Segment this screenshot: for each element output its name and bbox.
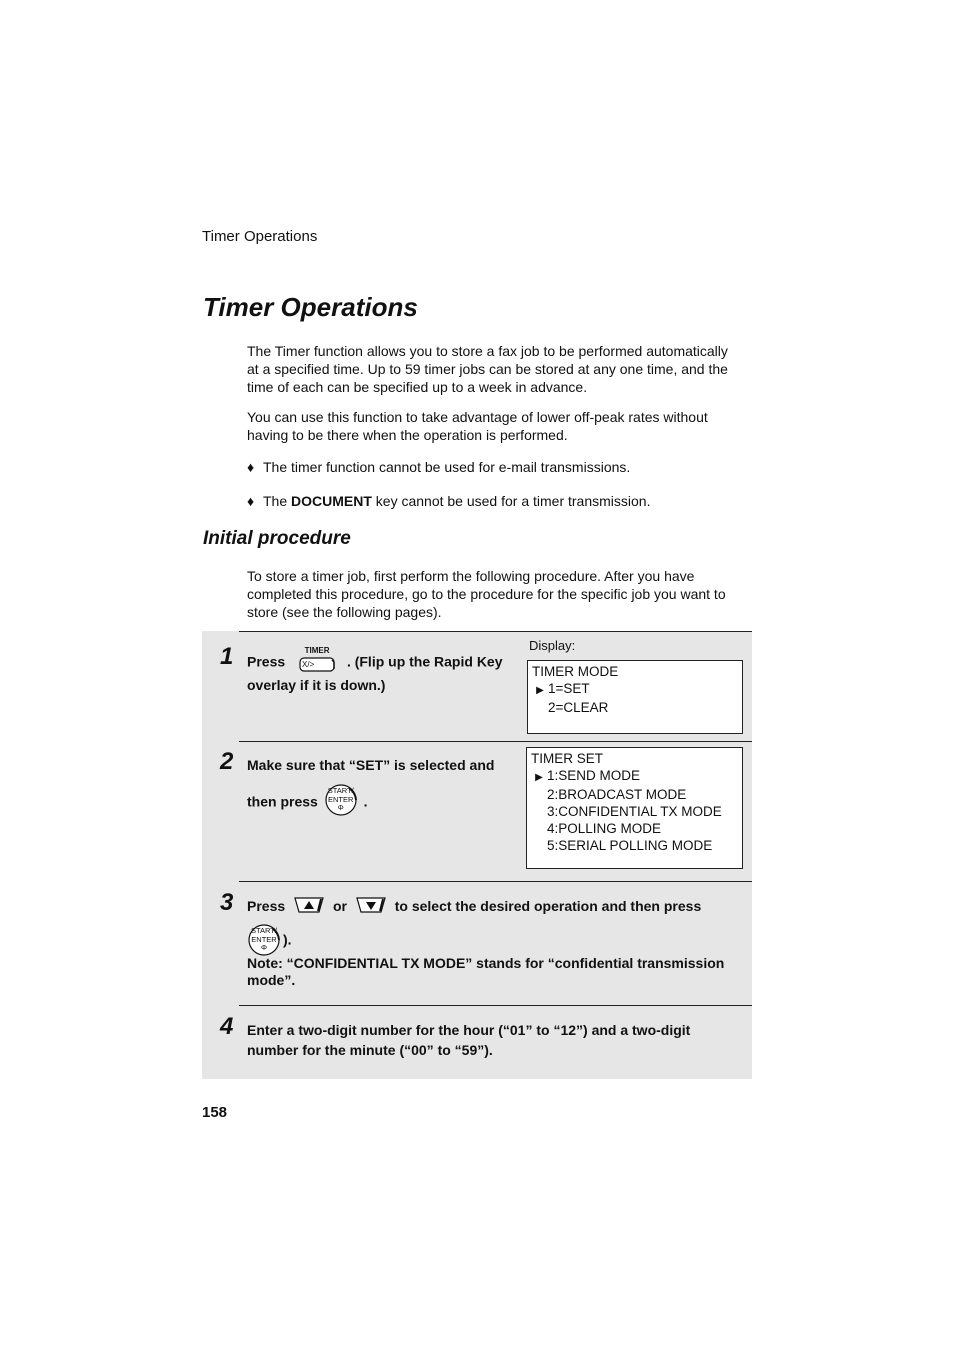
text-line: You can use this function to take advantage of lower off-peak rates without <box>247 409 708 425</box>
start-enter-key-icon <box>247 923 283 955</box>
lcd-line: 5:SERIAL POLLING MODE <box>547 838 713 853</box>
display-label: Display: <box>529 638 576 653</box>
steps-panel <box>202 631 752 1079</box>
up-arrow-key-icon <box>293 895 325 915</box>
step-divider <box>239 881 752 882</box>
step-divider <box>239 741 752 742</box>
timer-key-label: TIMER <box>304 646 330 655</box>
lcd-line-selected: ▶ 1=SET <box>532 680 738 699</box>
lcd-title-line: TIMER SET <box>531 751 604 766</box>
step-text: Press <box>247 898 286 914</box>
step-text: then press <box>247 793 318 810</box>
selection-arrow-icon: ▶ <box>536 685 544 696</box>
step-text: number for the minute (“00” to “59”). <box>247 1042 493 1058</box>
start-enter-key-label: START/ ENTER Φ <box>251 926 277 952</box>
diamond-bullet-icon: ♦ <box>247 459 255 475</box>
step-3-note <box>247 955 747 989</box>
step-2-instruction-line-1: Make sure that “SET” is selected and <box>247 757 495 773</box>
lcd-title-line: TIMER MODE <box>532 664 619 679</box>
step-text: Press <box>247 653 286 670</box>
lcd-display-timer-set <box>526 747 743 869</box>
step-text: . <box>363 793 368 810</box>
bullet-item <box>247 492 650 510</box>
step-2-instruction-line-2 <box>247 787 367 819</box>
step-text: Enter a two-digit number for the hour (“01” to “12”) and a two-digit <box>247 1022 691 1038</box>
diamond-bullet-icon: ♦ <box>247 493 255 509</box>
text-line: completed this procedure, go to the procedure for the specific job you want to <box>247 586 726 602</box>
bullet-text-post: key cannot be used for a timer transmission. <box>371 493 651 509</box>
start-enter-key-icon <box>324 783 360 815</box>
running-header: Timer Operations <box>202 228 318 245</box>
down-arrow-key-icon <box>355 895 387 915</box>
step-number: 1 <box>220 643 234 670</box>
step-text: ). <box>283 931 292 948</box>
step-number: 3 <box>220 889 234 916</box>
intro-paragraph-2 <box>247 408 747 444</box>
step-divider <box>239 631 752 632</box>
lcd-line: 4:POLLING MODE <box>547 821 662 836</box>
step-text: to select the desired operation and then press <box>394 898 702 914</box>
step-number: 2 <box>220 748 234 775</box>
step-4-instruction <box>247 1020 747 1060</box>
lcd-line-selected: ▶ 1:SEND MODE <box>531 767 738 786</box>
bullet-text-pre: The <box>263 493 292 509</box>
text-line: having to be there when the operation is performed. <box>247 427 568 443</box>
note-line: mode”. <box>247 972 296 988</box>
lcd-line: 2:BROADCAST MODE <box>547 787 687 802</box>
text-line: at a specified time. Up to 59 timer jobs can be stored at any one time, and the <box>247 361 728 377</box>
text-line: To store a timer job, first perform the following procedure. After you have <box>247 568 695 584</box>
page-title: Timer Operations <box>203 292 418 322</box>
text-line: time of each can be specified up to a week in advance. <box>247 379 588 395</box>
text-line: The Timer function allows you to store a fax job to be performed automatically <box>247 343 728 359</box>
step-1-instruction <box>247 646 503 695</box>
start-enter-key-label: START/ ENTER Φ <box>327 786 354 812</box>
step-number: 4 <box>220 1013 234 1040</box>
lcd-line: 2=CLEAR <box>548 700 609 715</box>
step-divider <box>239 1005 752 1006</box>
step-3-instruction-line-1 <box>247 896 701 917</box>
timer-key-icon <box>297 648 337 672</box>
section-title: Initial procedure <box>203 528 351 549</box>
step-text: or <box>332 898 347 914</box>
lcd-line: 3:CONFIDENTIAL TX MODE <box>547 804 722 819</box>
document-key-name: DOCUMENT <box>291 493 372 509</box>
section-paragraph <box>247 567 747 621</box>
step-3-instruction-line-2 <box>247 925 292 957</box>
selection-arrow-icon: ▶ <box>535 772 543 783</box>
step-text: . (Flip up the Rapid Key <box>346 653 503 670</box>
bullet-item <box>247 458 630 476</box>
text-line: store (see the following pages). <box>247 604 442 620</box>
page-number: 158 <box>202 1104 228 1121</box>
timer-key-face: X/> <box>302 660 315 669</box>
lcd-display-timer-mode <box>527 660 743 734</box>
step-text: overlay if it is down.) <box>247 677 386 693</box>
intro-paragraph-1 <box>247 342 747 396</box>
note-line: Note: “CONFIDENTIAL TX MODE” stands for “confidential transmission <box>247 955 725 971</box>
bullet-text: The timer function cannot be used for e-mail transmissions. <box>263 459 631 475</box>
